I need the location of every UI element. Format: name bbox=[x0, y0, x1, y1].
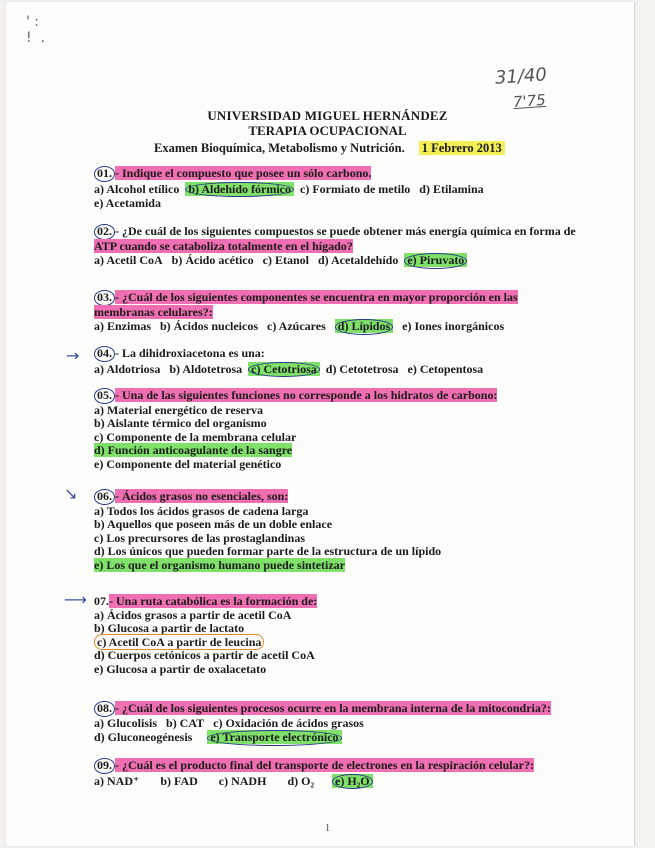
question-stem-line-2: membranas celulares?: bbox=[94, 304, 213, 319]
option-e-selected: e) Los que el organismo humano puede sintetizar bbox=[94, 557, 346, 572]
option-a: a) Enzimas bbox=[94, 319, 151, 333]
option-b: b) Aldotetrosa bbox=[169, 361, 243, 376]
question-9 bbox=[94, 758, 584, 789]
handwritten-arrow-icon: ⟶ bbox=[64, 590, 87, 609]
handwritten-score: 31/40 bbox=[494, 64, 548, 89]
option-b: b) Ácidos nucleicos bbox=[160, 319, 259, 333]
question-number: 06. bbox=[94, 489, 115, 505]
page-number: 1 bbox=[324, 822, 331, 834]
option-d: d) O₂ bbox=[287, 773, 315, 788]
question-number: 01. bbox=[94, 166, 115, 182]
question-6 bbox=[94, 489, 584, 572]
option-c: c) NADH bbox=[218, 773, 267, 788]
option-e-selected: e) Piruvato bbox=[404, 253, 467, 267]
exam-header bbox=[0, 108, 655, 138]
option-b: b) Aislante térmico del organismo bbox=[94, 416, 267, 430]
question-3 bbox=[94, 290, 584, 335]
option-d: d) Cetotetrosa bbox=[325, 361, 399, 376]
exam-date: 1 Febrero 2013 bbox=[419, 141, 505, 155]
question-stem: - Ácidos grasos no esenciales, son: bbox=[115, 489, 289, 503]
option-a: a) Acetil CoA bbox=[94, 253, 163, 267]
question-number: 09. bbox=[94, 758, 115, 774]
option-c: c) Componente de la membrana celular bbox=[94, 429, 297, 444]
option-d: d) Los únicos que pueden formar parte de la estructura de un lípido bbox=[94, 544, 442, 558]
question-4 bbox=[94, 346, 584, 377]
option-b: b) Aquellos que poseen más de un doble enlace bbox=[94, 517, 333, 531]
question-stem: - Indique el compuesto que posee un sólo carbono. bbox=[115, 166, 372, 180]
option-c-circled: c) Acetil CoA a partir de leucina bbox=[94, 634, 264, 650]
question-stem: - La dihidroxiacetona es una: bbox=[115, 346, 265, 360]
option-a: a) Aldotriosa bbox=[94, 361, 161, 376]
question-8 bbox=[94, 701, 584, 746]
question-1 bbox=[94, 166, 584, 211]
option-c: c) Formiato de metilo bbox=[300, 181, 411, 196]
option-d: d) Acetaldehído bbox=[317, 253, 399, 267]
option-e-selected: e) Transporte electrónico bbox=[207, 730, 341, 744]
question-number: 02. bbox=[94, 224, 115, 240]
option-e: e) Componente del material genético bbox=[94, 456, 282, 471]
option-c: c) Los precursores de las prostaglandinas bbox=[94, 530, 306, 545]
option-d-selected: d) Lípidos bbox=[335, 319, 393, 333]
option-d: d) Gluconeogénesis bbox=[94, 730, 193, 744]
question-number: 05. bbox=[94, 388, 115, 404]
option-b: b) Ácido acético bbox=[171, 253, 254, 267]
option-c: c) Azúcares bbox=[267, 319, 326, 333]
margin-marks: ' : ! . bbox=[26, 14, 45, 46]
option-e: e) Glucosa a partir de oxalacetato bbox=[94, 661, 267, 676]
option-b: b) Glucosa a partir de lactato bbox=[94, 621, 245, 635]
question-5 bbox=[94, 388, 584, 471]
handwritten-grade: 7'75 bbox=[512, 90, 547, 112]
handwritten-arrow-icon: → bbox=[66, 346, 80, 365]
option-a: a) Alcohol etílico bbox=[94, 181, 180, 196]
option-c-selected: c) Cetotriosa bbox=[248, 362, 320, 376]
question-stem-line-2: ATP cuando se cataboliza totalmente en el hígado? bbox=[94, 238, 353, 253]
question-number: 07. bbox=[94, 594, 109, 608]
question-stem: - Una ruta catabólica es la formación de: bbox=[109, 594, 318, 608]
question-stem: - Una de las siguientes funciones no corresponde a los hidratos de carbono: bbox=[115, 388, 498, 402]
option-e: e) Iones inorgánicos bbox=[402, 319, 505, 333]
option-a-crossed: a) Ácidos grasos a partir de acetil CoA bbox=[94, 607, 292, 622]
option-c: c) Etanol bbox=[262, 253, 309, 267]
option-d-selected: d) Función anticoagulante de la sangre bbox=[94, 443, 293, 457]
exam-title: Examen Bioquímica, Metabolismo y Nutrición. bbox=[154, 141, 405, 155]
option-b-selected: b) Aldehído fórmico bbox=[185, 182, 294, 196]
option-e-selected: e) H₂O bbox=[332, 774, 373, 788]
option-a: a) NAD⁺ bbox=[94, 773, 140, 788]
option-b: b) FAD bbox=[160, 773, 198, 788]
question-stem: - ¿Cuál de los siguientes procesos ocurre en la membrana interna de la mitocondria?: bbox=[115, 701, 551, 715]
exam-title-line bbox=[154, 141, 505, 156]
university-name: UNIVERSIDAD MIGUEL HERNÁNDEZ bbox=[207, 108, 448, 123]
question-7 bbox=[94, 595, 584, 676]
option-e: e) Acetamida bbox=[94, 196, 161, 210]
question-number: 08. bbox=[94, 701, 115, 717]
question-stem-line-1: - ¿De cuál de los siguientes compuestos se puede obtener más energía química en forma de bbox=[115, 224, 576, 238]
option-d: d) Etilamina bbox=[419, 181, 484, 196]
option-a: a) Glucolisis bbox=[94, 715, 158, 730]
option-c: c) Oxidación de ácidos grasos bbox=[213, 715, 364, 730]
program-name: TERAPIA OCUPACIONAL bbox=[248, 123, 407, 138]
question-number: 03. bbox=[94, 290, 115, 306]
handwritten-arrow-icon: ↘ bbox=[64, 484, 78, 503]
option-a: a) Material energético de reserva bbox=[94, 402, 264, 417]
option-d: d) Cuerpos cetónicos a partir de acetil CoA bbox=[94, 648, 315, 662]
question-number: 04. bbox=[94, 346, 115, 362]
option-b: b) CAT bbox=[166, 715, 205, 730]
option-a: a) Todos los ácidos grasos de cadena larga bbox=[94, 503, 309, 518]
question-stem: - ¿Cuál es el producto final del transporte de electrones en la respiración celular?: bbox=[115, 758, 534, 772]
option-e: e) Cetopentosa bbox=[407, 361, 484, 376]
question-2 bbox=[94, 224, 584, 269]
question-stem-line-1: - ¿Cuál de los siguientes componentes se encuentra en mayor proporción en las bbox=[115, 290, 518, 304]
